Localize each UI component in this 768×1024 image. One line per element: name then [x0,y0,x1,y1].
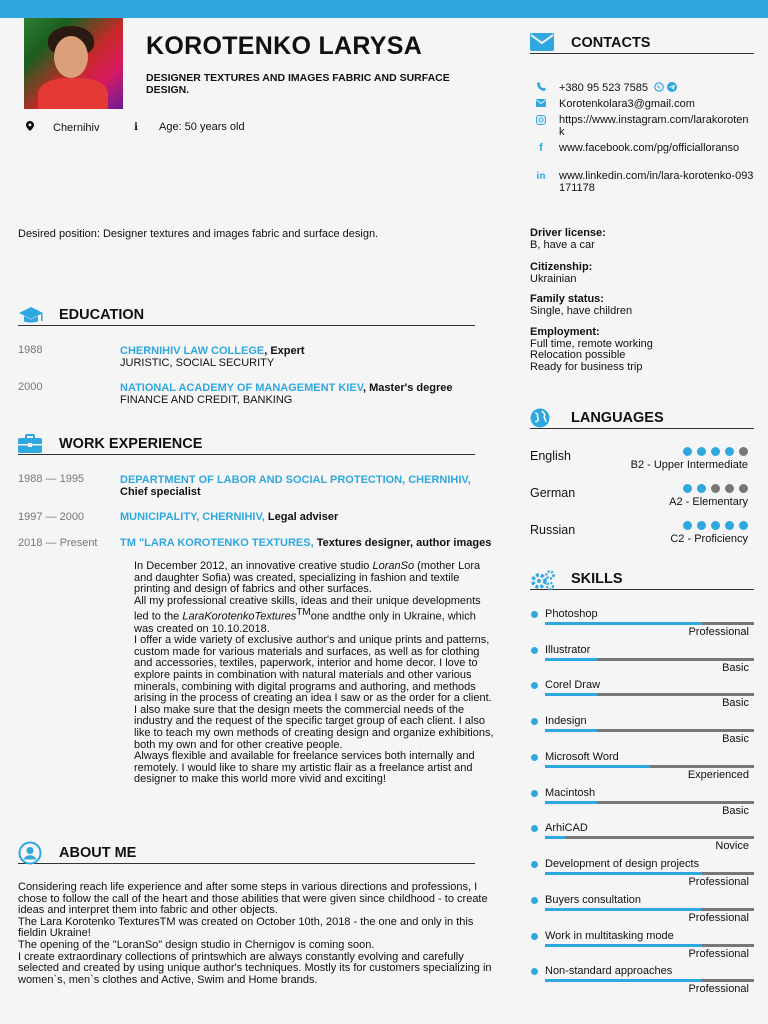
work-years: 2018 — Present [18,537,98,549]
skill-bar [545,658,754,661]
contacts-header [530,32,754,54]
skill-bar [545,693,754,696]
skill-name: Development of design projects [545,858,700,870]
skill-bullet [531,754,538,761]
skill-item [530,608,754,642]
rating-dot [683,447,692,456]
skill-bar-fill [545,944,702,947]
skill-item [530,679,754,713]
about-header [18,842,475,864]
skill-bullet [531,611,538,618]
work-role: Chief specialist [120,486,201,498]
work-entry [120,474,500,498]
skill-item [530,787,754,821]
contact-email[interactable]: Korotenkolara3@gmail.com [536,99,754,111]
rating-dot [739,484,748,493]
contact-facebook[interactable]: f www.facebook.com/pg/officialloranso [536,143,754,155]
skill-item [530,965,754,999]
education-field: JURISTIC, SOCIAL SECURITY [120,357,275,369]
skill-bar-fill [545,836,566,839]
skill-level: Professional [688,626,749,638]
skill-bar [545,765,754,768]
age-text: Age: 50 years old [159,121,245,133]
instagram-icon [536,115,546,138]
skill-bar-fill [545,693,597,696]
skill-item [530,858,754,892]
work-entry [120,511,500,523]
language-name: German [530,486,576,500]
skill-bar-fill [545,765,650,768]
skill-bar-fill [545,872,702,875]
briefcase-icon [18,434,42,454]
skill-bar [545,836,754,839]
skill-level: Professional [688,912,749,924]
telegram-icon[interactable] [667,82,677,92]
skill-bullet [531,790,538,797]
work-years: 1988 — 1995 [18,473,85,485]
work-entry [120,537,500,549]
mail-icon [536,99,546,111]
location [25,121,99,134]
skill-level: Basic [722,662,749,674]
top-accent-bar [0,0,768,18]
work-org: DEPARTMENT OF LABOR AND SOCIAL PROTECTION, CHERNIHIV, [120,474,471,486]
about-title: ABOUT ME [59,844,137,861]
language-item [530,447,754,471]
work-title: WORK EXPERIENCE [59,435,203,452]
education-org: CHERNIHIV LAW COLLEGE [120,345,265,357]
contacts-title: CONTACTS [571,34,651,51]
candidate-headline: DESIGNER TEXTURES AND IMAGES FABRIC AND SURFACE DESIGN. [146,72,450,96]
rating-dot [711,484,720,493]
desired-position: Desired position: Designer textures and images fabric and surface design. [18,228,379,240]
skill-bar [545,872,754,875]
skill-bar [545,729,754,732]
skill-item [530,751,754,785]
skill-name: Microsoft Word [545,751,619,763]
driver-license: Driver license: B, have a car [530,227,606,251]
skill-item [530,715,754,749]
language-level: B2 - Upper Intermediate [630,459,748,471]
languages-title: LANGUAGES [571,409,664,426]
skills-header [530,568,754,590]
skills-title: SKILLS [571,570,623,587]
rating-dot [725,447,734,456]
skill-item [530,644,754,678]
work-role: Textures designer, author images [313,537,492,549]
education-org: NATIONAL ACADEMY OF MANAGEMENT KIEV [120,382,364,394]
work-header [18,433,475,455]
skill-item [530,822,754,856]
whatsapp-icon[interactable] [654,82,664,92]
rating-dot [739,521,748,530]
education-year: 1988 [18,344,43,356]
rating-dot [683,484,692,493]
skill-bar-fill [545,729,597,732]
skill-bullet [531,682,538,689]
skill-bar-fill [545,979,702,982]
rating-dot [725,521,734,530]
work-role: Legal adviser [264,511,339,523]
skill-item [530,894,754,928]
language-name: English [530,449,571,463]
skill-level: Basic [722,805,749,817]
skill-name: Indesign [545,715,587,727]
rating-dot [697,484,706,493]
contact-phone[interactable]: +380 95 523 7585 [536,82,754,95]
rating-dot [711,447,720,456]
map-pin-icon [25,121,35,134]
skill-name: ArhiCAD [545,822,588,834]
about-text: Considering reach life experience and after some steps in various directions and professions, I chose to follow the call of the heart and those abilities that were given since childhood - to create ideas and interpret them into fabric and other objects. The Lara Korotenko TexturesTM was created on October 10th, 2018 - the one and only in this fieldin Ukraine! The opening of the "LoranSo" design studio in Chernigov is coming soon. I create extraordinary collections of printswhich are always constantly evolving and carefully selected and created by using unique author's techniques. Mostly its for customers specializing in women`s, men`s clothes and Active, Swim and Home brands. [18,881,492,986]
education-field: FINANCE AND CREDIT, BANKING [120,394,293,406]
rating-dot [683,521,692,530]
skill-name: Non-standard approaches [545,965,673,977]
language-rating [678,521,748,530]
gears-icon [530,569,554,589]
skill-name: Buyers consultation [545,894,641,906]
user-circle-icon [18,843,42,863]
skill-bullet [531,861,538,868]
language-item [530,521,754,545]
skill-bullet [531,968,538,975]
rating-dot [711,521,720,530]
skill-level: Novice [715,840,749,852]
info-icon: i [134,121,138,133]
citizenship: Citizenship: Ukrainian [530,261,593,285]
work-org: TM "LARA KOROTENKO TEXTURES, [120,537,314,549]
education-title: EDUCATION [59,306,145,323]
skill-bar [545,801,754,804]
rating-dot [697,521,706,530]
work-org: MUNICIPALITY, CHERNIHIV, [120,511,265,523]
skill-bullet [531,825,538,832]
employment: Employment: Full time, remote working Relocation possible Ready for business trip [530,326,653,373]
skill-bar-fill [545,658,597,661]
graduation-cap-icon [18,305,42,325]
education-entry: CHERNIHIV LAW COLLEGE, Expert JURISTIC, SOCIAL SECURITY [120,345,305,369]
language-level: C2 - Proficiency [670,533,748,545]
skill-name: Illustrator [545,644,591,656]
education-header [18,304,475,326]
language-item [530,484,754,508]
language-level: A2 - Elementary [669,496,748,508]
education-entry: NATIONAL ACADEMY OF MANAGEMENT KIEV, Master's degree FINANCE AND CREDIT, BANKING [120,382,453,406]
language-name: Russian [530,523,576,537]
skill-name: Macintosh [545,787,596,799]
candidate-name: KOROTENKO LARYSA [146,32,423,60]
contact-linkedin[interactable]: in www.linkedin.com/in/lara-korotenko-093171178 [536,170,754,194]
language-rating [678,447,748,456]
profile-photo [24,18,123,109]
skill-name: Work in multitasking mode [545,930,674,942]
envelope-icon [530,33,554,53]
rating-dot [725,484,734,493]
age [131,121,245,133]
skill-level: Basic [722,733,749,745]
skill-bullet [531,718,538,725]
language-rating [678,484,748,493]
family-status: Family status: Single, have children [530,293,633,317]
skill-bar [545,908,754,911]
skill-bar [545,944,754,947]
globe-icon [530,408,554,428]
skill-name: Photoshop [545,608,598,620]
facebook-icon: f [539,142,543,154]
skill-bar-fill [545,908,702,911]
skill-bar [545,979,754,982]
skill-bullet [531,647,538,654]
skill-level: Experienced [687,769,749,781]
work-description: In December 2012, an innovative creative studio LoranSo (mother Lora and daughter Sofia) was created, specializing in fashion and textile printing and design of fabrics and other surfaces. All my professional creative skills, ideas and their unique developments led to the LaraKorotenkoTextures™one andthe only in Ukraine, which was created on 10.10.2018. I offer a wide variety of exclusive author's and unique prints and patterns, custom made for various materials and surfaces, as well as for clothing and accessories, textiles, paperwork, interior and home decor. I love to explore paints in combination with natural materials and other various minerals, combining with digital programs and authoring, and methods arising in the process of creating an idea I saw or as the order for a client. I also make sure that the design meets the commercial needs of the industry and the request of the specific target group of each client. I also like to teach my own methods of creating design and organize exhibitions, both my own and for other creative people. Always flexible and available for freelance services both internally and remotely. I would like to share my artistic flair as a freelance artist and designer to make this world more vivid and exciting! [134,560,494,786]
skill-bullet [531,933,538,940]
linkedin-icon: in [536,171,546,182]
skill-level: Professional [688,948,749,960]
skill-bar [545,622,754,625]
work-years: 1997 — 2000 [18,511,85,523]
contact-instagram[interactable]: https://www.instagram.com/larakorotenk [536,115,754,138]
rating-dot [739,447,748,456]
skill-item [530,930,754,964]
skill-level: Basic [722,697,749,709]
education-year: 2000 [18,381,43,393]
skill-bar-fill [545,622,702,625]
rating-dot [697,447,706,456]
languages-header [530,407,754,429]
skill-name: Corel Draw [545,679,601,691]
skill-bar-fill [545,801,597,804]
skill-level: Professional [688,876,749,888]
skill-bullet [531,897,538,904]
location-text: Chernihiv [53,121,100,134]
phone-icon [536,82,546,95]
skill-level: Professional [688,983,749,995]
